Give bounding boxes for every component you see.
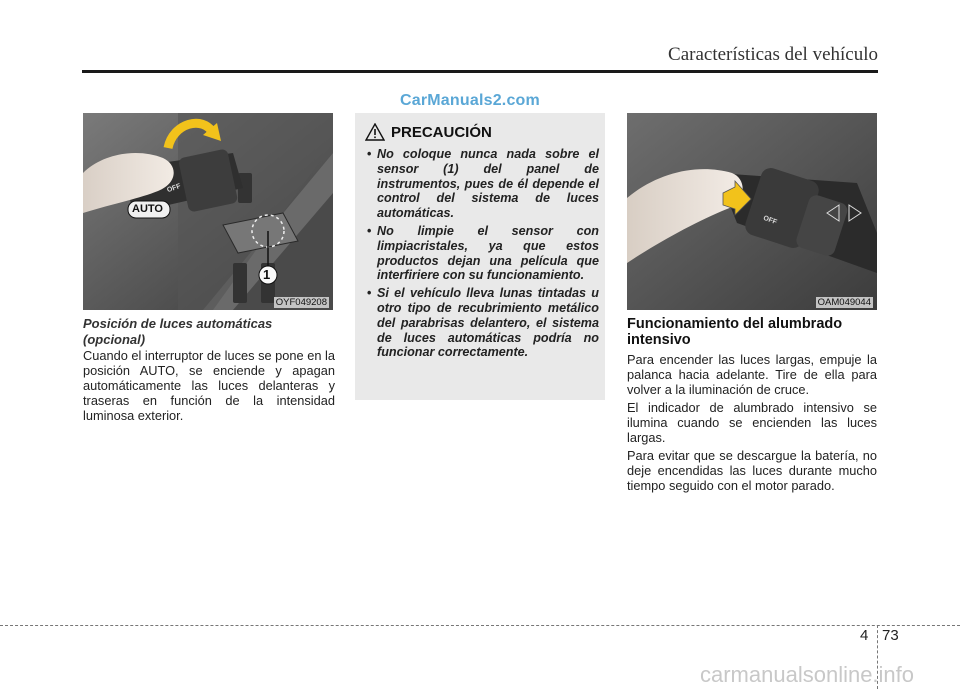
auto-label: AUTO (132, 203, 163, 215)
watermark-text: CarManuals2.com (400, 92, 540, 109)
caution-item: • No coloque nunca nada sobre el sensor (1) del panel de instrumentos, pues de él depende el control del sistema de luces automáticas. (365, 147, 599, 221)
caution-title: PRECAUCIÓN (391, 124, 492, 141)
caution-list (365, 147, 599, 363)
paragraph-high-beam-2: El indicador de alumbrado intensivo se ilumina cuando se encienden las luces largas. (627, 400, 877, 445)
paragraph-high-beam-3: Para evitar que se descargue la batería, no deje encendidas las luces durante mucho tiempo seguido con el motor parado. (627, 448, 877, 493)
figure-auto-light-switch (83, 113, 333, 310)
page-header-title: Características del vehículo (668, 44, 878, 65)
figure-high-beam-lever (627, 113, 877, 310)
section-heading-auto-lights: Posición de luces automáticas (opcional) (83, 316, 273, 347)
paragraph-auto-lights: Cuando el interruptor de luces se pone en la posición AUTO, se enciende y apagan automáticamente las luces delanteras y traseras en función de la intensidad luminosa exterior. (83, 348, 335, 423)
page-number: 73 (882, 627, 899, 644)
paragraph-high-beam-1: Para encender las luces largas, empuje la palanca hacia adelante. Tire de ella para volver a la iluminación de cruce. (627, 352, 877, 397)
section-heading-high-beam: Funcionamiento del alumbrado intensivo (627, 316, 843, 348)
off-label: OFF (762, 214, 778, 227)
figure-code: OAM049044 (817, 297, 871, 308)
caution-item: • Si el vehículo lleva lunas tintadas u otro tipo de recubrimiento metálico del parabrisas delantero, el sistema de luces automáticas podría no funcionar correctamente. (365, 286, 599, 360)
high-beam-lever-illustration (627, 113, 877, 310)
footer-rule (0, 625, 960, 626)
caution-box (355, 113, 605, 400)
caution-item: • No limpie el sensor con limpiacristales, ya que estos productos dejan una película que interfiriere con su funcionamiento. (365, 224, 599, 283)
figure-code: OYF049208 (275, 297, 327, 308)
warning-triangle-icon (365, 123, 385, 146)
callout-number: 1 (263, 267, 271, 282)
auto-light-switch-illustration (83, 113, 333, 310)
off-label: OFF (166, 182, 182, 195)
chapter-number: 4 (860, 627, 869, 644)
footer-watermark-site[interactable]: carmanualsonline.info (700, 662, 915, 687)
header-rule (82, 70, 878, 73)
